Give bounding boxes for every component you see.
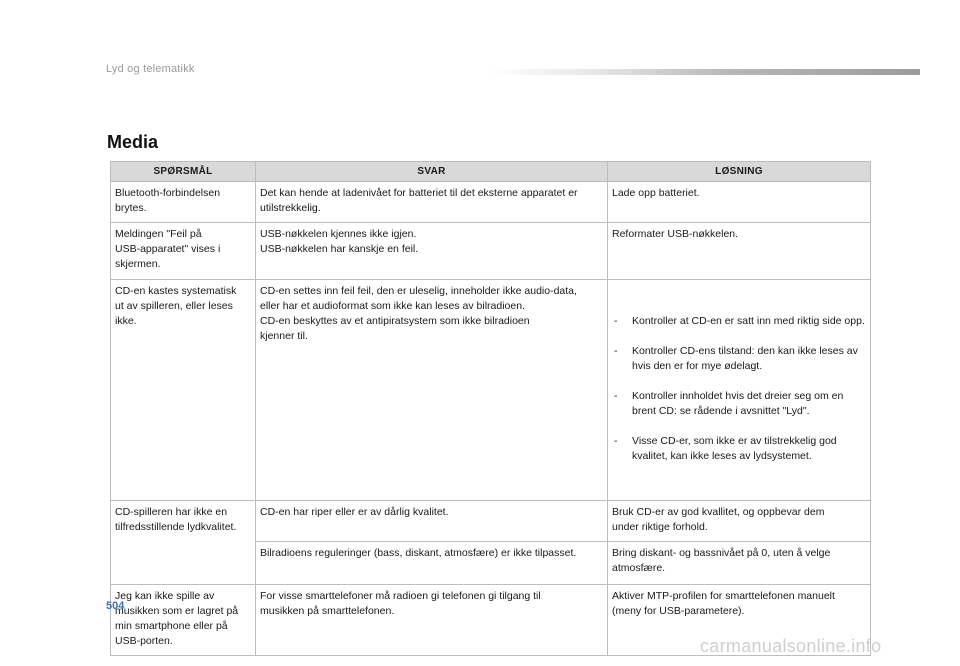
header-question: SPØRSMÅL bbox=[111, 162, 256, 182]
watermark: carmanualsonline.info bbox=[700, 636, 882, 656]
table-header-row bbox=[111, 162, 871, 182]
solution-cell: Aktiver MTP-profilen for smarttelefonen manuelt (meny for USB-parametere). bbox=[608, 585, 871, 656]
answer-cell: USB-nøkkelen kjennes ikke igjen. USB-nøkkelen har kanskje en feil. bbox=[256, 223, 608, 280]
solution-list-item: - Kontroller at CD-en er satt inn med riktig side opp. bbox=[612, 314, 866, 329]
solution-list-item: - Visse CD-er, som ikke er av tilstrekkelig god kvalitet, kan ikke leses av lydsystemet. bbox=[612, 434, 866, 464]
question-cell: CD-spilleren har ikke en tilfredsstillende lydkvalitet. bbox=[111, 501, 256, 585]
question-cell: Bluetooth-forbindelsen brytes. bbox=[111, 182, 256, 223]
answer-cell: CD-en har riper eller er av dårlig kvalitet. bbox=[256, 501, 608, 542]
answer-cell: Det kan hende at ladenivået for batteriet til det eksterne apparatet er utilstrekkelig. bbox=[256, 182, 608, 223]
question-cell: Meldingen "Feil på USB-apparatet" vises i skjermen. bbox=[111, 223, 256, 280]
answer-cell: Bilradioens reguleringer (bass, diskant, atmosfære) er ikke tilpasset. bbox=[256, 542, 608, 585]
solution-cell bbox=[608, 280, 871, 501]
page-number: 504 bbox=[106, 600, 125, 612]
solution-list-item: - Kontroller innholdet hvis det dreier seg om en brent CD: se rådende i avsnittet "Lyd". bbox=[612, 389, 866, 419]
table-row bbox=[111, 182, 871, 223]
faq-table bbox=[110, 161, 871, 656]
solution-list bbox=[612, 299, 866, 479]
answer-cell: CD-en settes inn feil feil, den er uleselig, inneholder ikke audio-data, eller har et audioformat som ikke kan leses av bilradioen. CD-en beskyttes av et antipiratsystem som ikke bilradioen kjenner til. bbox=[256, 280, 608, 501]
solution-cell: Bruk CD-er av god kvallitet, og oppbevar dem under riktige forhold. bbox=[608, 501, 871, 542]
question-cell: CD-en kastes systematisk ut av spilleren, eller leses ikke. bbox=[111, 280, 256, 501]
solution-cell: Bring diskant- og bassnivået på 0, uten å velge atmosfære. bbox=[608, 542, 871, 585]
table-row bbox=[111, 280, 871, 501]
table-row bbox=[111, 501, 871, 542]
question-cell: Jeg kan ikke spille av musikken som er lagret på min smartphone eller på USB-porten. bbox=[111, 585, 256, 656]
solution-list-item: - Kontroller CD-ens tilstand: den kan ikke leses av hvis den er for mye ødelagt. bbox=[612, 344, 866, 374]
page-title: Media bbox=[107, 132, 159, 152]
table-row bbox=[111, 223, 871, 280]
header-answer: SVAR bbox=[256, 162, 608, 182]
header-rule bbox=[490, 69, 920, 75]
solution-cell: Reformater USB-nøkkelen. bbox=[608, 223, 871, 280]
solution-cell: Lade opp batteriet. bbox=[608, 182, 871, 223]
section-header: Lyd og telematikk bbox=[106, 63, 195, 75]
answer-cell: For visse smarttelefoner må radioen gi telefonen gi tilgang til musikken på smarttelefonen. bbox=[256, 585, 608, 656]
header-solution: LØSNING bbox=[608, 162, 871, 182]
